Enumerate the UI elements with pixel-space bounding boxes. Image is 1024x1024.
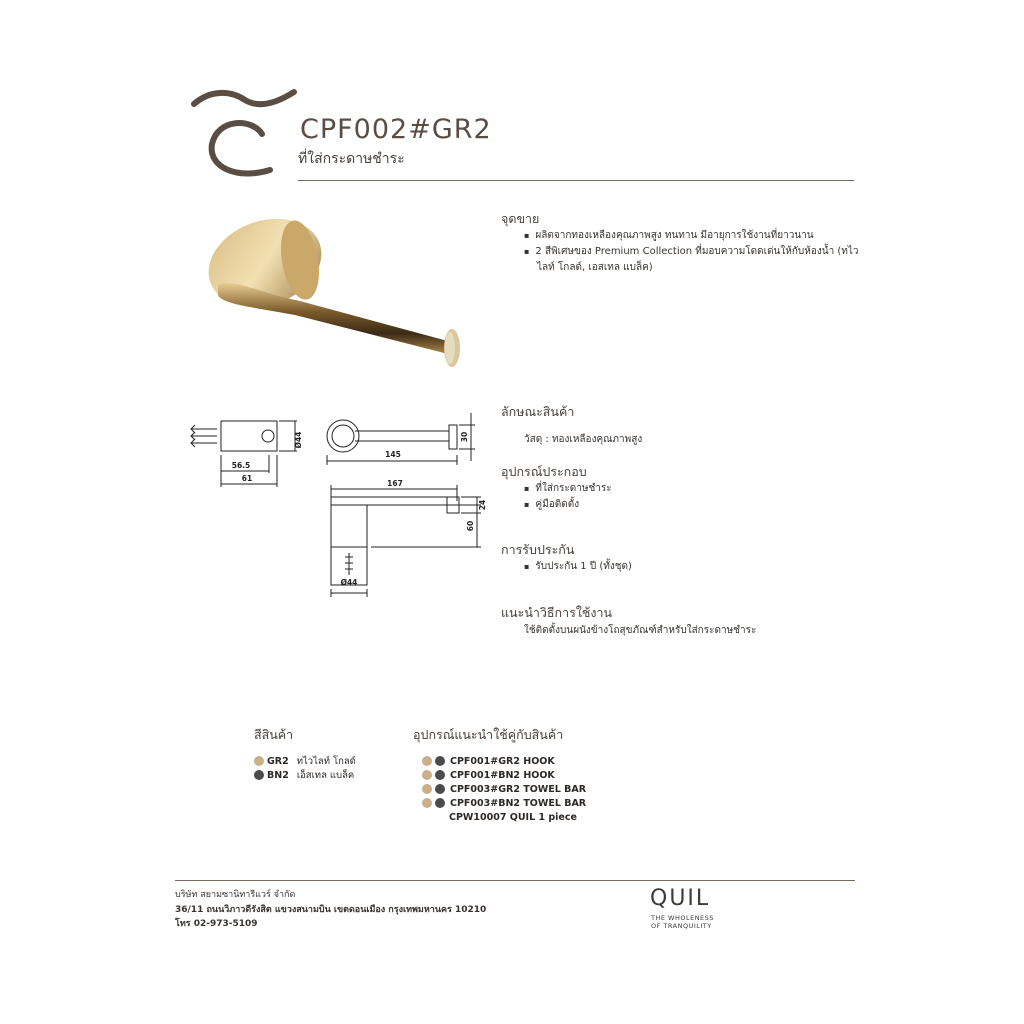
usage-heading: แนะนำวิธีการใช้งาน	[501, 605, 613, 620]
recommended-item: CPF003#BN2 TOWEL BAR	[422, 796, 586, 810]
warranty-heading: การรับประกัน	[501, 542, 575, 557]
header-divider	[298, 180, 854, 181]
gold-swatch	[254, 756, 264, 766]
dim-167: 167	[387, 479, 403, 488]
dark-swatch	[435, 770, 445, 780]
material-text: วัสดุ : ทองเหลืองคุณภาพสูง	[524, 434, 643, 445]
dim-30: 30	[460, 431, 469, 443]
dim-61: 61	[241, 474, 253, 483]
dimension-drawing	[185, 405, 495, 600]
brand-logo-mark	[190, 88, 300, 188]
specs-heading: ลักษณะสินค้า	[501, 404, 575, 419]
recommended-heading: อุปกรณ์แนะนำใช้คู่กับสินค้า	[413, 727, 564, 742]
colors-heading: สีสินค้า	[254, 727, 294, 742]
recommended-item: CPF003#GR2 TOWEL BAR	[422, 782, 586, 796]
company-address: 36/11 ถนนวิภาวดีรังสิต แขวงสนามบิน เขตดอนเมือง กรุงเทพมหานคร 10210	[175, 905, 487, 915]
company-name: บริษัท สยามซานิทารีแวร์ จำกัด	[175, 890, 296, 900]
recommended-item: CPF001#GR2 HOOK	[422, 754, 555, 768]
accessories-heading: อุปกรณ์ประกอบ	[501, 464, 587, 479]
warranty-text: ▪ รับประกัน 1 ปี (ทั้งชุด)	[524, 560, 632, 574]
features-heading: จุดขาย	[501, 211, 540, 226]
footer-divider	[175, 880, 855, 881]
recommended-item: CPW10007 QUIL 1 piece	[449, 811, 577, 823]
product-image	[200, 215, 470, 375]
dim-145: 145	[385, 450, 401, 459]
dark-swatch	[254, 770, 264, 780]
gold-swatch	[422, 756, 432, 766]
feature-bullet-continued: ไลท์ โกลด์, เอสเทล แบล็ค)	[537, 262, 653, 273]
brand-tagline: OF TRANQUILITY	[651, 922, 712, 930]
gold-swatch	[422, 798, 432, 808]
company-phone: โทร 02-973-5109	[175, 919, 258, 929]
gold-swatch	[422, 784, 432, 794]
product-model-title: CPF002#GR2	[300, 114, 492, 145]
dark-swatch	[435, 784, 445, 794]
dim-24: 24	[478, 499, 487, 511]
dark-swatch	[435, 798, 445, 808]
accessory-item: ▪ คู่มือติดตั้ง	[524, 498, 579, 512]
dim-60: 60	[466, 520, 475, 532]
feature-bullet: ▪ 2 สีพิเศษของ Premium Collection ที่มอบความโดดเด่นให้กับห้องน้ำ (ทไว	[524, 245, 859, 259]
gold-swatch	[422, 770, 432, 780]
brand-logo: QUIL	[650, 886, 711, 911]
color-option: BN2 เอ็สเทล แบล็ค	[254, 768, 354, 782]
dark-swatch	[435, 756, 445, 766]
feature-bullet: ▪ ผลิตจากทองเหลืองคุณภาพสูง ทนทาน มีอายุการใช้งานที่ยาวนาน	[524, 229, 814, 243]
dim-diameter-44: Ø44	[294, 431, 303, 449]
color-option: GR2 ทไวไลท์ โกลด์	[254, 754, 356, 768]
dim-diameter-44-bottom: Ø44	[340, 578, 358, 587]
dim-56-5: 56.5	[231, 461, 251, 470]
usage-text: ใช้ติดตั้งบนผนังข้างโถสุขภัณฑ์สำหรับใส่กระดาษชำระ	[524, 625, 757, 636]
brand-tagline: THE WHOLENESS	[651, 914, 714, 922]
product-name: ที่ใส่กระดาษชำระ	[298, 151, 405, 167]
recommended-item: CPF001#BN2 HOOK	[422, 768, 555, 782]
accessory-item: ▪ ที่ใส่กระดาษชำระ	[524, 482, 612, 496]
